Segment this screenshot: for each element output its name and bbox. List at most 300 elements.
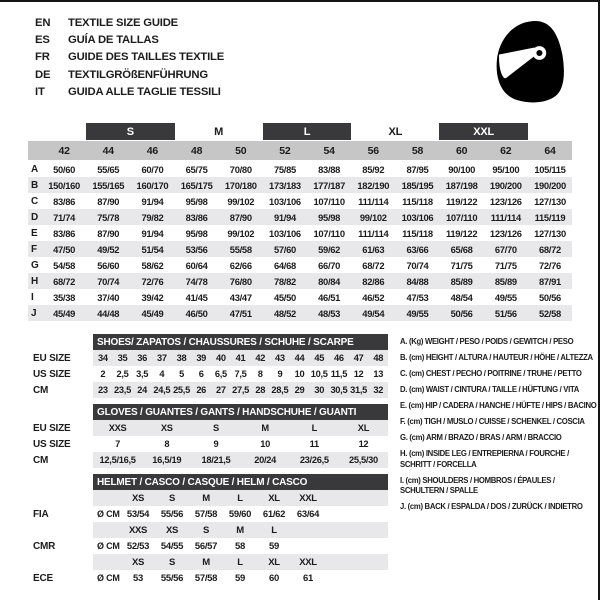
size-values [121, 541, 291, 552]
row-values [93, 452, 388, 468]
lang-code: FR [35, 51, 50, 64]
row-label: D [31, 211, 39, 223]
cell: 177/187 [313, 179, 346, 191]
cell: 23 [97, 385, 108, 395]
cell: 57/58 [194, 508, 218, 520]
cell: 48 [190, 144, 203, 157]
cell: XXL [299, 556, 317, 568]
cell: 70/74 [97, 275, 120, 287]
cell: 55/65 [97, 163, 120, 175]
cell: 84/88 [406, 275, 429, 287]
cell: 2,5 [116, 369, 129, 379]
cell: 49/52 [97, 243, 120, 255]
size-band-s: S [86, 123, 174, 140]
cell: 63/66 [406, 243, 429, 255]
size-labels [121, 493, 325, 504]
cell: 12 [353, 369, 364, 379]
cell: 67/70 [494, 243, 517, 255]
lang-code: ES [35, 34, 50, 47]
row-values [93, 382, 388, 398]
cell: 95/98 [318, 211, 341, 223]
cell: 9 [277, 369, 283, 379]
legend-item-e [400, 400, 597, 411]
cell: 165/175 [180, 179, 213, 191]
unit-label: Ø CM [97, 573, 120, 583]
cell: 44 [102, 144, 114, 157]
cell: 190/200 [534, 179, 566, 191]
helmet-section-header: HELMET / CASCO / CASQUE / HELM / CASCO [93, 474, 388, 490]
cell: 52/58 [538, 307, 561, 319]
cell: 53/54 [126, 508, 150, 520]
shoes-section-header: SHOES/ ZAPATOS / CHAUSSURES / SCHUHE / SCARPE [93, 334, 388, 350]
cell: 65/75 [185, 163, 208, 175]
cell: 71/74 [53, 211, 76, 223]
cell: 58/62 [141, 259, 164, 271]
cell: 12 [358, 439, 369, 449]
cell: 8 [257, 369, 263, 379]
cell: 34 [97, 353, 108, 363]
cell: 50/60 [53, 163, 76, 175]
cell: 40 [215, 353, 226, 363]
size-labels [121, 525, 291, 536]
cell: 56 [367, 144, 379, 157]
cell: 61 [303, 572, 313, 584]
cell: 45/49 [141, 307, 164, 319]
row-label: CM [33, 454, 49, 466]
cell: 87/95 [406, 163, 429, 175]
language-title-block [35, 15, 224, 101]
cell: 83/86 [53, 195, 76, 207]
cell: 64/68 [273, 259, 296, 271]
row-label: FIA [33, 508, 49, 520]
cell: M [202, 492, 210, 504]
row-label: A [31, 163, 39, 175]
cell: 87/91 [538, 275, 561, 287]
cell: 155/165 [92, 179, 125, 191]
cell: 20/24 [254, 455, 276, 465]
cell: 115/118 [402, 227, 433, 239]
cell: 56/57 [194, 540, 218, 552]
cell: 13 [373, 369, 384, 379]
cell: 127/130 [534, 227, 566, 239]
gloves-us-row [28, 436, 394, 452]
row-label: CMR [33, 540, 56, 552]
cell: 46/50 [185, 307, 208, 319]
cell: 60 [269, 572, 279, 584]
cell: 50 [235, 144, 247, 157]
cell: 53 [133, 572, 143, 584]
cell: G. (cm) ARM / BRAZO / BRAS / ARM / BRACCIO [400, 432, 562, 442]
table-row-h [28, 273, 572, 289]
legend-item-c [400, 368, 594, 379]
cell: J. (cm) BACK / ESPALDA / DOS / ZURÜCK / INDIETRO [400, 501, 583, 511]
cell: S [202, 524, 210, 536]
cell: 115/118 [402, 195, 433, 207]
cell: 47 [353, 353, 364, 363]
cell: 4 [159, 369, 165, 379]
cell: XS [160, 423, 173, 433]
cell: 39/42 [141, 291, 164, 303]
cell: 54 [323, 144, 335, 157]
cell: 30 [314, 385, 325, 395]
cell: 70/74 [406, 259, 429, 271]
cell: L [311, 423, 317, 433]
helmet-ece-sizes-row [28, 554, 394, 570]
cell: 79/82 [141, 211, 164, 223]
cell: XS [131, 556, 145, 568]
cell: 71/75 [450, 259, 473, 271]
cell: M [261, 423, 269, 433]
cell: F. (cm) TIGH / MUSLO / CUISSE / SCHENKEL / COSCIA [400, 416, 585, 426]
cell: 173/183 [269, 179, 301, 191]
cell: 12,5/16,5 [99, 455, 136, 465]
cell: 85/89 [450, 275, 473, 287]
helmet-cmr-sizes-row [28, 522, 394, 538]
cell: 41/45 [185, 291, 208, 303]
cell: 123/126 [489, 195, 522, 207]
cell: E. (cm) HIP / CADERA / HANCHE / HÜFTE / HIPS / BACINO [400, 400, 597, 410]
shoes-eu-row [28, 350, 394, 366]
cell: 44/48 [97, 307, 120, 319]
row-label: I [31, 291, 34, 303]
cell: 82/86 [362, 275, 385, 287]
cell: 53/56 [185, 243, 208, 255]
cell: 95/98 [185, 227, 208, 239]
cell: M [236, 524, 244, 536]
legend-item-b [400, 352, 594, 363]
title-row-de [35, 67, 224, 84]
shoes-us-row [28, 366, 394, 382]
legend-item-i [400, 475, 594, 496]
cell: 74/78 [185, 275, 208, 287]
cell: 83/86 [53, 227, 76, 239]
cell: 49/55 [494, 291, 517, 303]
row-label: US SIZE [33, 368, 71, 380]
cell: 41 [235, 353, 246, 363]
cell: 103/106 [269, 227, 301, 239]
cell: 7,5 [234, 369, 247, 379]
cell: 46 [146, 144, 159, 157]
row-values [42, 260, 572, 271]
cell: XXS [128, 524, 148, 536]
cell: 111/114 [358, 195, 389, 207]
cell: 2 [100, 369, 106, 379]
table-row-j [28, 305, 572, 321]
cell: 75/85 [273, 163, 296, 175]
cell: S [168, 556, 176, 568]
title-row-en [35, 15, 224, 32]
cell: 65/68 [450, 243, 473, 255]
cell: 76/80 [229, 275, 252, 287]
size-band-m: M [214, 125, 224, 138]
table-row-d [28, 209, 572, 225]
unit-label: Ø CM [97, 509, 120, 519]
cell: 8 [164, 439, 170, 449]
cell: 71/75 [494, 259, 517, 271]
cell: 90/100 [448, 163, 476, 175]
cell: 54/58 [53, 259, 76, 271]
cell: 35/38 [53, 291, 76, 303]
cell: 59/60 [228, 508, 252, 520]
cell: 85/92 [362, 163, 385, 175]
cell: 45/50 [273, 291, 296, 303]
cell: 48/54 [450, 291, 473, 303]
row-values [93, 350, 388, 366]
row-values [93, 522, 388, 538]
lang-code: IT [35, 85, 45, 98]
cell: 58 [411, 144, 424, 157]
cell: 85/89 [494, 275, 517, 287]
cell: XL [268, 556, 280, 568]
row-label: E [31, 227, 38, 239]
cell: XXS [108, 423, 127, 433]
cell: 46/51 [318, 291, 341, 303]
cell: 95/98 [185, 195, 208, 207]
cell: 48/52 [273, 307, 296, 319]
cell: 52 [279, 144, 291, 157]
cell: 59 [235, 572, 245, 584]
legend-item-d [400, 384, 594, 395]
band-spacer [42, 123, 86, 140]
cell: 62 [500, 144, 512, 157]
row-values [42, 164, 572, 175]
cell: 95/100 [492, 163, 520, 175]
cell: 83/86 [185, 211, 208, 223]
cell: 60 [455, 144, 468, 157]
cell: 5 [179, 369, 184, 379]
cell: 51/54 [141, 243, 164, 255]
textile-size-table [28, 123, 572, 321]
helmet-fia-values-row [28, 506, 394, 522]
row-values [93, 490, 388, 506]
cell: 55/56 [160, 508, 184, 520]
legend-item-j [400, 501, 594, 512]
title-text: GUIDA ALLE TAGLIE TESSILI [68, 85, 221, 98]
cell: 119/122 [445, 195, 478, 207]
cell: 78/82 [273, 275, 296, 287]
row-values [42, 292, 572, 303]
row-values [93, 436, 388, 452]
cell: 99/102 [227, 227, 255, 239]
row-values [93, 570, 388, 586]
helmet-section [28, 474, 394, 586]
helmet-icon [490, 16, 566, 106]
cell: 91/94 [141, 195, 164, 207]
cell: 59/62 [318, 243, 341, 255]
cell: XL [268, 492, 280, 504]
cell: 68/72 [362, 259, 385, 271]
cell: 103/106 [269, 195, 301, 207]
cell: 37 [156, 353, 167, 363]
size-values [121, 509, 325, 520]
cell: 27 [215, 385, 226, 395]
cell: 99/102 [227, 195, 255, 207]
size-band-row [42, 123, 572, 140]
cell: 61/62 [262, 508, 286, 520]
cell: 66/70 [318, 259, 341, 271]
cell: L [271, 524, 277, 536]
row-values [42, 228, 572, 239]
cell: XXL [299, 492, 317, 504]
cell: 83/88 [318, 163, 341, 175]
cell: 43/47 [229, 291, 252, 303]
shoes-cm-row [28, 382, 394, 398]
cell: 11 [309, 439, 319, 449]
sizes-cells [42, 145, 572, 157]
cell: 28 [255, 385, 266, 395]
title-text: GUÍA DE TALLAS [68, 34, 159, 47]
row-values [93, 506, 388, 522]
cell: 87/90 [229, 211, 252, 223]
cell: 25,5/30 [348, 455, 378, 465]
cell: 38 [176, 353, 187, 363]
gloves-eu-row [28, 420, 394, 436]
cell: 103/106 [401, 211, 434, 223]
cell: 105/115 [534, 163, 566, 175]
size-band-xxl: XXL [439, 123, 527, 140]
gloves-section-header: GLOVES / GUANTES / GANTS / HANDSCHUHE / GUANTI [93, 404, 388, 420]
row-values [42, 212, 572, 223]
cell: 6 [198, 369, 204, 379]
cell: L [237, 556, 243, 568]
cell: 160/170 [136, 179, 169, 191]
cell: 80/84 [318, 275, 341, 287]
cell: 26 [196, 385, 207, 395]
cell: D. (cm) WAIST / CINTURA / TAILLE / HÜFTUNG / VITA [400, 384, 580, 394]
row-label: B [31, 179, 39, 191]
cell: 45 [314, 353, 325, 363]
size-band-xl: XL [388, 125, 403, 138]
unit-label: Ø CM [97, 541, 120, 551]
cell: 7 [115, 439, 121, 449]
cell: 170/180 [224, 179, 257, 191]
cell: 30,5 [330, 385, 348, 395]
cell: XS [165, 524, 179, 536]
row-label: H [31, 275, 39, 287]
cell: 25,5 [173, 385, 190, 395]
cell: 29 [294, 385, 305, 395]
cell: 47/51 [229, 307, 252, 319]
cell: 18/21,5 [201, 455, 231, 465]
cell: 59 [269, 540, 279, 552]
cell: 48 [373, 353, 384, 363]
table-row-c [28, 193, 572, 209]
gloves-cm-row [28, 452, 394, 468]
row-label: EU SIZE [33, 352, 71, 364]
row-label: F [31, 243, 37, 255]
cell: 127/130 [534, 195, 566, 207]
shoes-section [28, 334, 394, 398]
cell: B. (cm) HEIGHT / ALTURA / HAUTEUR / HÖHE / ALTEZZA [400, 352, 593, 362]
size-labels [121, 557, 325, 568]
table-row-f [28, 241, 572, 257]
cell: 31,5 [350, 385, 368, 395]
cell: 47/53 [406, 291, 429, 303]
cell: 44 [294, 353, 305, 363]
cell: 63/64 [296, 508, 320, 520]
cell: 62/66 [229, 259, 252, 271]
cell: SCHULTERN / SPALLE [400, 485, 478, 495]
row-label: CM [33, 384, 49, 396]
title-text: GUIDE DES TAILLES TEXTILE [68, 51, 225, 64]
cell: 64 [544, 144, 556, 157]
table-row-i [28, 289, 572, 305]
row-values [93, 554, 388, 570]
cell: 24 [137, 385, 148, 395]
title-row-es [35, 32, 224, 49]
cell: 75/78 [97, 211, 120, 223]
cell: 111/114 [358, 227, 389, 239]
cell: 72/76 [538, 259, 561, 271]
cell: 70/80 [229, 163, 252, 175]
cell: 45/49 [53, 307, 76, 319]
row-label: US SIZE [33, 438, 71, 450]
cell: 51/56 [494, 307, 517, 319]
cell: 49/55 [406, 307, 429, 319]
table-row-b [28, 177, 572, 193]
row-values [93, 420, 388, 436]
cell: 56/60 [97, 259, 120, 271]
cell: 61/63 [362, 243, 385, 255]
cell: 23,5 [114, 385, 131, 395]
band-spacer [528, 123, 572, 140]
helmet-cmr-values-row [28, 538, 394, 554]
cell: 39 [196, 353, 207, 363]
cell: 49/54 [362, 307, 385, 319]
title-text: TEXTILE SIZE GUIDE [68, 17, 179, 29]
cell: 119/122 [445, 227, 478, 239]
row-label: C [31, 195, 39, 207]
row-label: EU SIZE [33, 422, 71, 434]
cell: 60/64 [185, 259, 208, 271]
size-band-l: L [263, 123, 351, 140]
row-label: ECE [33, 572, 53, 584]
cell: 43 [275, 353, 285, 363]
cell: 57/58 [194, 572, 218, 584]
row-values [42, 308, 572, 319]
cell: 16,5/19 [152, 455, 182, 465]
cell: 50/56 [538, 291, 561, 303]
title-row-fr [35, 49, 224, 66]
cell: 115/119 [534, 211, 566, 223]
cell: 68/72 [538, 243, 561, 255]
measurement-legend [400, 336, 596, 517]
numeric-sizes-row [28, 141, 572, 160]
cell: 46/52 [362, 291, 385, 303]
cell: 23/26,5 [299, 455, 329, 465]
row-values [93, 366, 388, 382]
cell: 107/110 [313, 195, 345, 207]
cell: 123/126 [489, 227, 522, 239]
row-values [42, 276, 572, 287]
lang-code: EN [35, 17, 51, 29]
cell: 11,5 [330, 369, 348, 379]
cell: 27,5 [232, 385, 249, 395]
cell: SCHRITT / FORCELLA [400, 458, 477, 469]
cell: 42 [255, 353, 266, 363]
cell: 190/200 [489, 179, 522, 191]
table-row-a [28, 161, 572, 177]
helmet-ece-values-row [28, 570, 394, 586]
lang-code: DE [35, 68, 51, 81]
cell: 91/94 [141, 227, 164, 239]
row-values [42, 180, 572, 191]
legend-item-g [400, 432, 594, 443]
cell: S [168, 492, 176, 504]
cell: 150/160 [48, 179, 80, 191]
title-text: TEXTILGRÖßENFÜHRUNG [68, 68, 208, 81]
cell: A. (Kg) WEIGHT / PESO / POIDS / GEWITCH / PESO [400, 336, 574, 346]
